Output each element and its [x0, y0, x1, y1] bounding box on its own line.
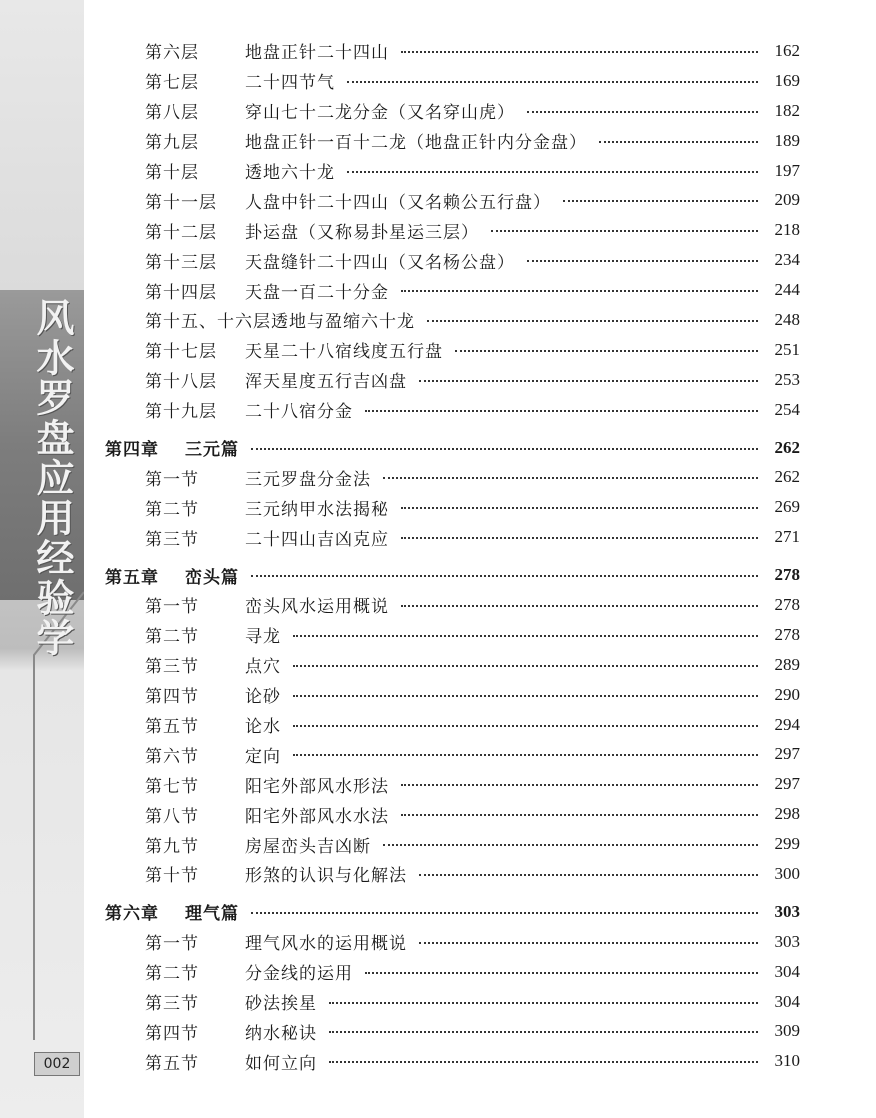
toc-section-row — [100, 335, 800, 365]
toc-page-number: 254 — [774, 399, 800, 419]
toc-entry-title: 如何立向 — [245, 1053, 317, 1074]
toc-entry-title: 二十四山吉凶克应 — [245, 529, 389, 550]
toc-section-row — [100, 245, 800, 275]
toc-section-row — [100, 365, 800, 395]
toc-entry-label: 第六节 — [145, 746, 199, 767]
toc-entry-title: 阳宅外部风水形法 — [245, 776, 389, 797]
dot-leader — [347, 81, 758, 83]
toc-page-number: 289 — [774, 654, 800, 674]
toc-page-number: 162 — [774, 40, 800, 60]
dot-leader — [251, 575, 758, 577]
table-of-contents — [100, 36, 800, 1076]
toc-page-number: 303 — [774, 931, 800, 951]
toc-section-row — [100, 395, 800, 425]
toc-section-row — [100, 987, 800, 1017]
toc-entry-title: 房屋峦头吉凶断 — [245, 836, 371, 857]
toc-entry-label: 第六层 — [145, 43, 199, 64]
toc-section-row — [100, 859, 800, 889]
toc-page-number: 251 — [774, 339, 800, 359]
toc-entry-title: 二十四节气 — [245, 73, 335, 94]
dot-leader — [527, 260, 758, 262]
toc-page-number: 271 — [774, 527, 800, 547]
toc-page-number: 234 — [774, 250, 800, 270]
dot-leader — [293, 754, 758, 756]
toc-entry-label: 第十四层 — [145, 282, 217, 303]
toc-entry-label: 第十九层 — [145, 402, 217, 423]
toc-page-number: 244 — [774, 280, 800, 300]
toc-page-number: 309 — [774, 1021, 800, 1041]
dot-leader — [401, 51, 758, 53]
toc-entry-label: 第十三层 — [145, 252, 217, 273]
toc-section-row — [100, 829, 800, 859]
book-spine-strip — [0, 0, 84, 1118]
toc-entry-label: 第三节 — [145, 657, 199, 678]
toc-page-number: 209 — [774, 190, 800, 210]
toc-section-row — [100, 590, 800, 620]
toc-entry-title: 地盘正针一百十二龙（地盘正针内分金盘） — [245, 133, 587, 154]
toc-entry-label: 第六章 — [105, 904, 159, 925]
toc-section-row — [100, 769, 800, 799]
toc-entry-title: 形煞的认识与化解法 — [245, 866, 407, 887]
toc-section-row — [100, 492, 800, 522]
toc-chapter-row — [100, 560, 800, 590]
toc-entry-label: 第十层 — [145, 163, 199, 183]
toc-entry-label: 第二节 — [145, 964, 199, 985]
toc-entry-label: 第十节 — [145, 866, 199, 887]
toc-entry-label: 第二节 — [145, 499, 199, 520]
toc-entry-label: 第十七层 — [145, 342, 217, 363]
toc-section-row — [100, 927, 800, 957]
toc-entry-label: 第十八层 — [145, 372, 217, 393]
toc-entry-title: 纳水秘诀 — [245, 1023, 317, 1044]
toc-entry-title: 浑天星度五行吉凶盘 — [245, 372, 407, 393]
toc-entry-label: 第五节 — [145, 717, 199, 738]
dot-leader — [365, 410, 758, 412]
toc-entry-title: 三元罗盘分金法 — [245, 469, 371, 490]
toc-page-number: 303 — [774, 901, 800, 921]
toc-entry-title: 分金线的运用 — [245, 964, 353, 985]
dot-leader — [293, 665, 758, 667]
toc-entry-label: 第四节 — [145, 1023, 199, 1044]
toc-entry-title: 透地六十龙 — [245, 163, 335, 183]
toc-section-row — [100, 275, 800, 305]
dot-leader — [383, 844, 758, 846]
dot-leader — [401, 605, 758, 607]
toc-entry-title: 峦头篇 — [185, 567, 239, 588]
toc-section-row — [100, 1046, 800, 1076]
toc-entry-title: 天盘缝针二十四山（又名杨公盘） — [245, 252, 515, 273]
toc-section-row — [100, 215, 800, 245]
dot-leader — [427, 320, 758, 322]
toc-page-number: 304 — [774, 991, 800, 1011]
toc-entry-title: 人盘中针二十四山（又名赖公五行盘） — [245, 192, 551, 213]
dot-leader — [365, 972, 758, 974]
dot-leader — [347, 171, 758, 173]
toc-section-row — [100, 36, 800, 66]
toc-section-row — [100, 462, 800, 492]
toc-entry-title: 论砂 — [245, 687, 281, 708]
dot-leader — [455, 350, 758, 352]
toc-entry-label: 第一节 — [145, 934, 199, 955]
toc-entry-label: 第八层 — [145, 103, 199, 124]
toc-page-number: 300 — [774, 863, 800, 883]
dot-leader — [563, 200, 758, 202]
toc-section-row — [100, 1017, 800, 1047]
toc-page-number: 269 — [774, 497, 800, 517]
toc-entry-title: 透地与盈缩六十龙 — [271, 312, 415, 333]
toc-entry-label: 第五章 — [105, 567, 159, 588]
toc-page-number: 197 — [774, 160, 800, 180]
dot-leader — [293, 695, 758, 697]
toc-entry-title: 砂法挨星 — [245, 994, 317, 1015]
toc-entry-label: 第七层 — [145, 73, 199, 94]
toc-page-number: 304 — [774, 961, 800, 981]
toc-section-row — [100, 957, 800, 987]
toc-page-number: 278 — [774, 624, 800, 644]
toc-page-number: 299 — [774, 834, 800, 854]
toc-page-number: 218 — [774, 220, 800, 240]
dot-leader — [251, 912, 758, 914]
dot-leader — [251, 448, 758, 450]
toc-section-row — [100, 156, 800, 186]
dot-leader — [383, 477, 758, 479]
dot-leader — [329, 1031, 758, 1033]
toc-entry-title: 论水 — [245, 717, 281, 738]
toc-entry-title: 寻龙 — [245, 627, 281, 648]
dot-leader — [329, 1061, 758, 1063]
dot-leader — [419, 874, 758, 876]
toc-entry-label: 第九节 — [145, 836, 199, 857]
toc-section-row — [100, 126, 800, 156]
toc-page-number: 294 — [774, 714, 800, 734]
toc-page-number: 298 — [774, 804, 800, 824]
toc-section-row — [100, 66, 800, 96]
toc-page-number: 262 — [774, 437, 800, 457]
toc-entry-title: 天星二十八宿线度五行盘 — [245, 342, 443, 363]
toc-entry-label: 第四节 — [145, 687, 199, 708]
toc-entry-title: 天盘一百二十分金 — [245, 282, 389, 303]
toc-section-row — [100, 96, 800, 126]
toc-entry-label: 第十一层 — [145, 192, 217, 213]
toc-entry-label: 第十二层 — [145, 222, 217, 243]
dot-leader — [401, 537, 758, 539]
toc-entry-title: 峦头风水运用概说 — [245, 597, 389, 618]
toc-entry-label: 第三节 — [145, 994, 199, 1015]
toc-chapter-row — [100, 433, 800, 463]
toc-entry-title: 三元纳甲水法揭秘 — [245, 499, 389, 520]
toc-entry-title: 三元篇 — [185, 440, 239, 461]
toc-section-row — [100, 710, 800, 740]
toc-entry-label: 第九层 — [145, 133, 199, 154]
toc-section-row — [100, 185, 800, 215]
toc-entry-label: 第四章 — [105, 440, 159, 461]
toc-page-number: 297 — [774, 744, 800, 764]
dot-leader — [527, 111, 758, 113]
toc-page-number: 189 — [774, 130, 800, 150]
dot-leader — [293, 725, 758, 727]
dot-leader — [599, 141, 758, 143]
toc-entry-title: 理气风水的运用概说 — [245, 934, 407, 955]
toc-entry-title: 点穴 — [245, 657, 281, 678]
toc-entry-label: 第三节 — [145, 529, 199, 550]
toc-entry-label: 第五节 — [145, 1053, 199, 1074]
toc-entry-label: 第一节 — [145, 597, 199, 618]
toc-page-number: 169 — [774, 70, 800, 90]
toc-entry-title: 理气篇 — [185, 904, 239, 925]
toc-page-number: 262 — [774, 467, 800, 487]
toc-page-number: 182 — [774, 100, 800, 120]
dot-leader — [419, 380, 758, 382]
toc-section-row — [100, 739, 800, 769]
toc-page-number: 290 — [774, 684, 800, 704]
toc-entry-title: 定向 — [245, 746, 281, 767]
toc-entry-label: 第二节 — [145, 627, 199, 648]
toc-section-row — [100, 650, 800, 680]
toc-section-row — [100, 799, 800, 829]
toc-entry-label: 第十五、十六层 — [145, 312, 271, 333]
toc-entry-title: 阳宅外部风水水法 — [245, 806, 389, 827]
dot-leader — [419, 942, 758, 944]
toc-page-number: 248 — [774, 309, 800, 329]
toc-section-row — [100, 620, 800, 650]
dot-leader — [293, 635, 758, 637]
toc-section-row — [100, 522, 800, 552]
toc-page-number: 253 — [774, 369, 800, 389]
toc-section-row — [100, 305, 800, 335]
dot-leader — [329, 1002, 758, 1004]
toc-entry-title: 卦运盘（又称易卦星运三层） — [245, 222, 479, 243]
book-title: 风水罗盘应用经验学 — [30, 298, 74, 658]
dot-leader — [401, 290, 758, 292]
toc-entry-title: 地盘正针二十四山 — [245, 43, 389, 64]
dot-leader — [491, 230, 758, 232]
page-number: 002 — [34, 1052, 80, 1076]
dot-leader — [401, 814, 758, 816]
toc-chapter-row — [100, 897, 800, 927]
toc-page-number: 278 — [774, 565, 800, 585]
toc-entry-title: 穿山七十二龙分金（又名穿山虎） — [245, 103, 515, 124]
toc-page-number: 310 — [774, 1051, 800, 1071]
toc-page-number: 297 — [774, 774, 800, 794]
dot-leader — [401, 507, 758, 509]
toc-entry-label: 第一节 — [145, 469, 199, 490]
toc-entry-title: 二十八宿分金 — [245, 402, 353, 423]
dot-leader — [401, 784, 758, 786]
toc-entry-label: 第七节 — [145, 776, 199, 797]
toc-entry-label: 第八节 — [145, 806, 199, 827]
toc-page-number: 278 — [774, 594, 800, 614]
toc-section-row — [100, 680, 800, 710]
